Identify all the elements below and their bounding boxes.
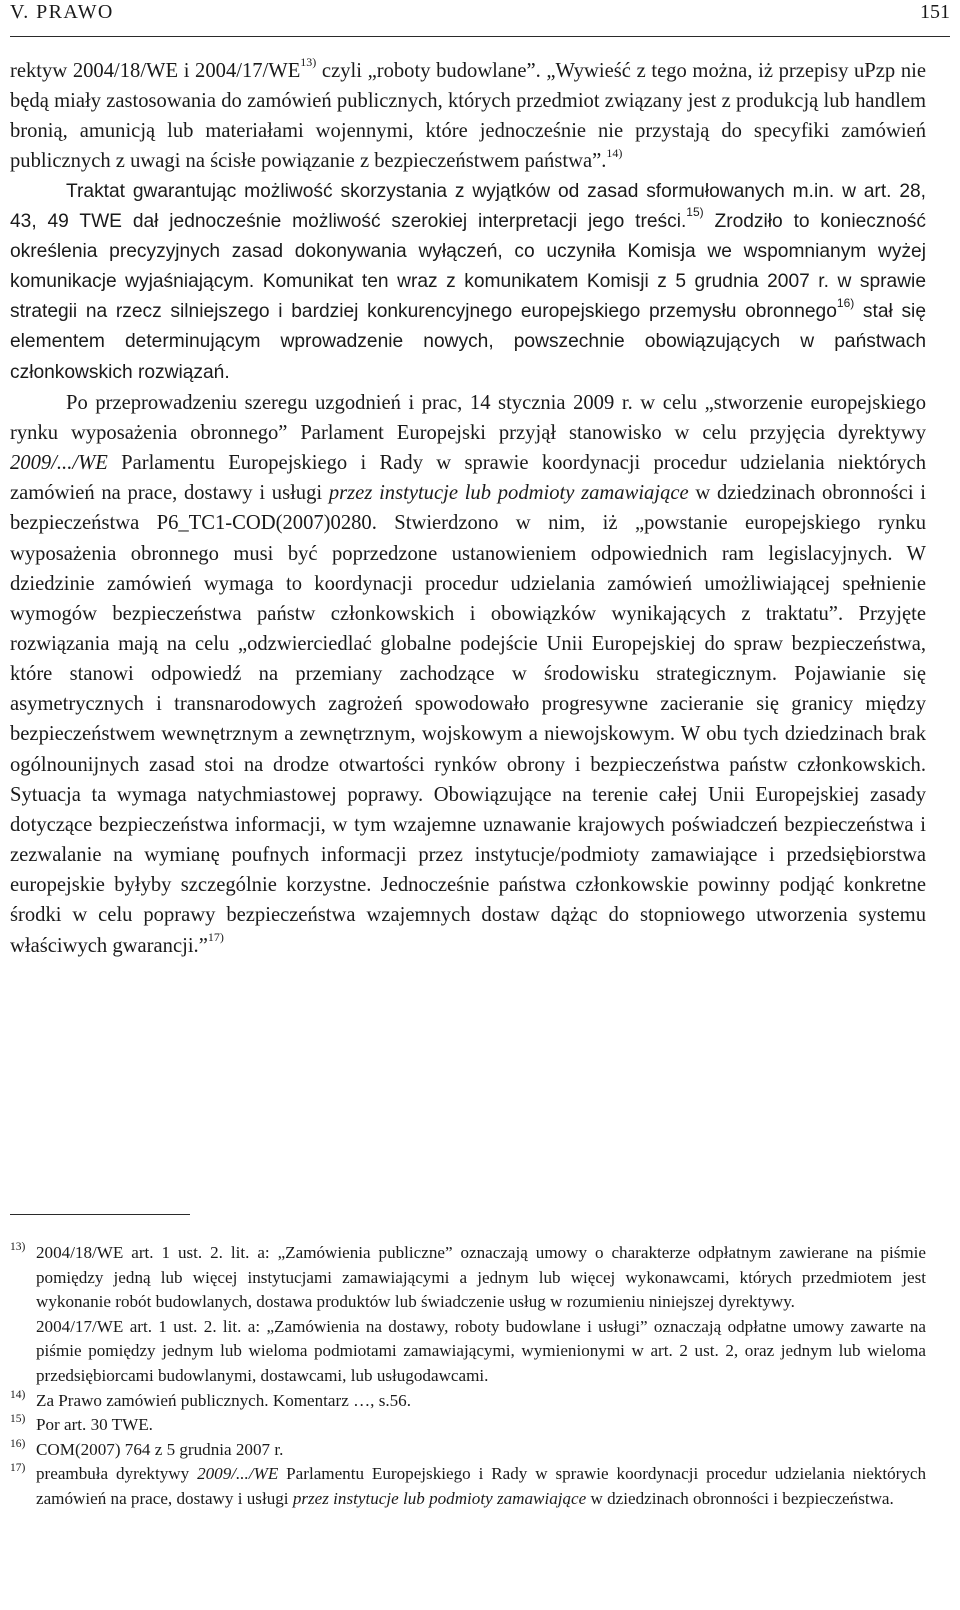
page-number: 151 (920, 1, 950, 23)
footnote-mark-14: 14) (10, 1388, 26, 1401)
footnote-15-text: Por art. 30 TWE. (36, 1415, 153, 1435)
paragraph-2-text-c: stał się elementem determinującym wprowadzenie nowych, powszechnie obowiązujących w państwach członkowskich rozwiązań. (10, 301, 926, 383)
paragraph-2-text-a: Traktat gwarantując możliwość skorzystania z wyjątków od zasad sformułowanych m.in. w art. 28, 43, 49 TWE dał jednocześnie możliwość szerokiej interpretacji jego treści. (10, 180, 926, 232)
footnote-15 (10, 1413, 926, 1438)
footnote-17-text-b: Parlamentu Europejskiego i Rady w sprawie koordynacji procedur udzielania niektórych zamówień na prace, dostawy i usługi (36, 1464, 927, 1508)
body-text (10, 56, 926, 961)
footnote-mark-15: 15) (10, 1413, 26, 1426)
directive-number-italic: 2009/.../WE (10, 452, 108, 475)
paragraph-3-text-a: Po przeprowadzeniu szeregu uzgodnień i prac, 14 stycznia 2009 r. w celu „stworzenie europejskiego rynku wyposażenia obronnego” Parlament Europejski przyjął stanowisko w celu przyjęcia dyrektywy (10, 391, 926, 444)
paragraph-2-text-b: Zrodziło to konieczność określenia precyzyjnych zasad dokonywania wyłączeń, co uczyniła Komisja we wspomnianym wyżej komunikacje wyjaśniającym. Komunikat ten wraz z komunikatem Komisji z 5 grudnia 2007 r. w sprawie strategii na rzecz silniejszego i bardziej konkurencyjnego europejskiego przemysłu obronnego (10, 210, 926, 323)
footnote-17-directive-italic: 2009/.../WE (197, 1464, 279, 1484)
footnote-13-text: 2004/18/WE art. 1 ust. 2. lit. a: „Zamówienia publiczne” oznaczają umowy o charakterze odpłatnym zawierane na piśmie pomiędzy jedną lub więcej instytucjami zamawiającymi a jednym lub więcej wykonawcami, których przedmiotem jest wykonanie robót budowlanych, dostawa produktów lub świadczenie usług w rozumieniu niniejszej dyrektywy. (36, 1243, 926, 1312)
footnote-ref-14: 14) (606, 145, 623, 160)
footnote-14 (10, 1389, 926, 1414)
footnote-17-text-c: w dziedzinach obronności i bezpieczeństwa. (586, 1488, 894, 1508)
paragraph-3 (10, 388, 926, 961)
footnote-ref-16: 16) (836, 295, 855, 310)
footnote-ref-15: 15) (686, 205, 704, 220)
footnote-14-text: Za Prawo zamówień publicznych. Komentarz …, s.56. (36, 1390, 412, 1410)
paragraph-3-text-b: Parlamentu Europejskiego i Rady w sprawie koordynacji procedur udzielania niektórych zamówień na prace, dostawy i usługi (10, 452, 926, 505)
footnote-ref-13: 13) (300, 55, 317, 70)
chapter-title: V. PRAWO (10, 1, 114, 23)
footnote-ref-17: 17) (207, 929, 224, 944)
footnote-17 (10, 1462, 926, 1511)
paragraph-1-text-b: czyli „roboty budowlane”. „Wywieść z tego można, iż przepisy uPzp nie będą miały zastosowania do zamówień publicznych, których przedmiot związany jest z produkcją lub handlem bronią, amunicją lub materiałami wojennymi, które jednocześnie nie przystają do specyfiki zamówień publicznych z uwagi na ścisłe powiązanie z bezpieczeństwem państwa”. (10, 60, 926, 173)
contracting-entities-italic: przez instytucje lub podmioty zamawiające (328, 482, 689, 505)
paragraph-1 (10, 56, 926, 177)
footnote-13-continuation: 2004/17/WE art. 1 ust. 2. lit. a: „Zamówienia na dostawy, roboty budowlane i usługi” oznaczają odpłatne umowy zawarte na piśmie pomiędzy jednym lub wieloma podmiotami zamawiającymi, wymienionymi w art. 2 ust. 2, oraz jednym lub wieloma przedsiębiorcami budowlanymi, dostawcami, lub usługodawcami. (36, 1316, 926, 1385)
footnote-mark-17: 17) (10, 1462, 26, 1475)
paragraph-1-text-a: rektyw 2004/18/WE i 2004/17/WE (10, 60, 301, 82)
paragraph-2 (10, 177, 926, 388)
footnote-17-entities-italic: przez instytucje lub podmioty zamawiające (292, 1488, 587, 1508)
footnote-mark-16: 16) (10, 1437, 26, 1450)
footnote-16-text: COM(2007) 764 z 5 grudnia 2007 r. (36, 1439, 284, 1459)
footnote-13 (10, 1241, 926, 1315)
footnote-mark-13: 13) (10, 1241, 26, 1253)
running-head (10, 0, 950, 37)
footnote-17-text-a: preambuła dyrektywy (36, 1464, 198, 1484)
footnotes (10, 1241, 926, 1512)
footnote-16 (10, 1438, 926, 1463)
paragraph-3-text-c: w dziedzinach obronności i bezpieczeństwa P6_TC1-COD(2007)0280. Stwierdzono w nim, iż „powstanie europejskiego rynku wyposażenia obronnego musi być poprzedzone ustanowieniem odpowiednich ram legislacyjnych. W dziedzinie zamówień wymaga to koordynacji procedur udzielania zamówień umożliwiającej spełnienie wymogów bezpieczeństwa państw członkowskich i obowiązków wynikających z traktatu”. Przyjęte rozwiązania mają na celu „odzwierciedlać globalne podejście Unii Europejskiej do spraw bezpieczeństwa, które stanowi odpowiedź na przemiany zachodzące w środowisku strategicznym. Pojawianie się asymetrycznych i transnarodowych zagrożeń spowodowało progresywne zacieranie się granicy między bezpieczeństwem wewnętrznym a zewnętrznym, wojskowym a niewojskowym. W obu tych dziedzinach brak ogólnounijnych zasad stoi na drodze otwartości rynków obrony i bezpieczeństwa państw członkowskich. Sytuacja ta wymaga natychmiastowej poprawy. Obowiązujące na terenie całej Unii Europejskiej zasady dotyczące bezpieczeństwa informacji, w tym wzajemne uznawanie krajowych poświadczeń bezpieczeństwa i zezwalanie na wymianę poufnych informacji przez instytucje/podmioty zamawiające i przedsiębiorstwa europejskie byłyby szczególnie korzystne. Jednocześnie państwa członkowskie powinny podjąć konkretne środki w celu poprawy bezpieczeństwa wzajemnych dostaw dążąc do stopniowego utworzenia systemu właściwych gwarancji.” (10, 482, 927, 957)
footnote-separator (10, 1214, 190, 1215)
